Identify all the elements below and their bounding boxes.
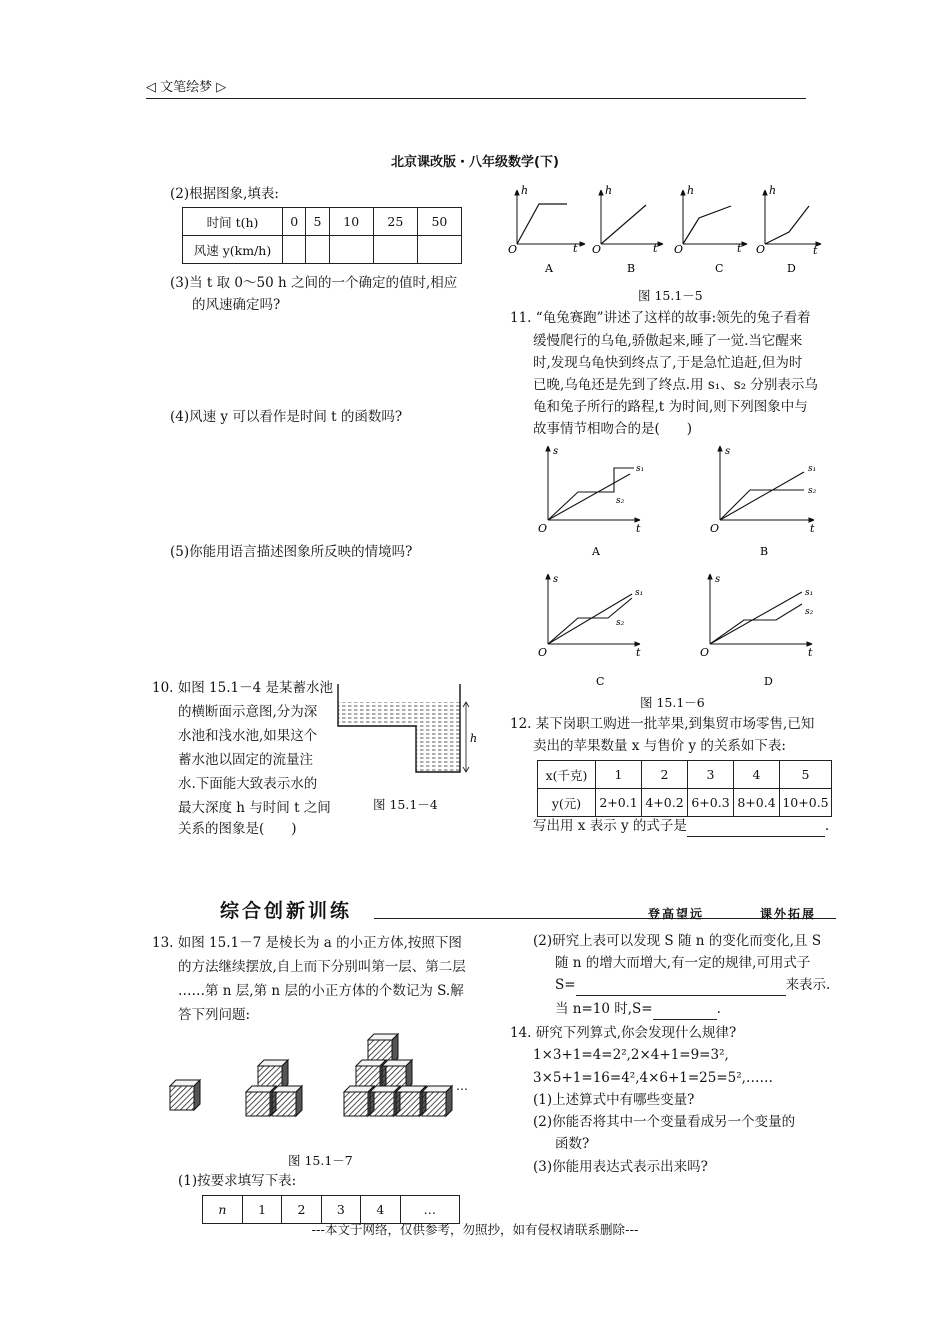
q13-part-2-line-1: (2)研究上表可以发现 S 随 n 的变化而变化,且 S <box>533 933 822 949</box>
section-tag-1: 登高望远 <box>648 907 705 921</box>
table-cell: 4 <box>361 1196 400 1224</box>
table-cell: 5 <box>780 761 832 789</box>
graph-label-a: A <box>592 545 600 558</box>
table-cell: 4 <box>734 761 780 789</box>
q13-line-4: 答下列问题: <box>178 1007 251 1023</box>
origin-label: O <box>756 243 766 256</box>
table-cell: 25 <box>373 208 417 236</box>
axis-s-label: s <box>553 574 559 585</box>
table-cell: 10 <box>329 208 373 236</box>
section-tag-2: 课外拓展 <box>760 907 817 921</box>
apple-table <box>537 760 832 817</box>
fig-15-1-4-caption: 图 15.1－4 <box>373 797 438 812</box>
s2-label: s₂ <box>805 607 814 617</box>
origin-label: O <box>538 522 548 535</box>
axis-t-label: t <box>813 244 818 257</box>
q3-line-1: (3)当 t 取 0～50 h 之间的一个确定的值时,相应 <box>170 275 458 291</box>
q11-line-2: 缓慢爬行的乌龟,骄傲起来,睡了一觉.当它醒来 <box>533 333 803 349</box>
axis-h-label: h <box>605 184 613 197</box>
q12-line-1: 12. 某下岗职工购进一批苹果,到集贸市场零售,已知 <box>510 716 815 732</box>
q14-line-4: (1)上述算式中有哪些变量? <box>533 1092 695 1108</box>
axis-t-label: t <box>636 646 641 659</box>
q10-line-4: 蓄水池以固定的流量注 <box>178 752 313 768</box>
origin-label: O <box>674 243 684 256</box>
page-header <box>146 76 226 95</box>
q11-line-1: 11. “龟兔赛跑”讲述了这样的故事:领先的兔子看着 <box>510 310 811 326</box>
wind-table <box>182 207 462 264</box>
s2-label: s₂ <box>616 496 625 506</box>
q13-line-1: 13. 如图 15.1－7 是棱长为 a 的小正方体,按照下图 <box>152 935 462 951</box>
q12-line-3 <box>533 815 829 837</box>
table-row <box>538 761 832 789</box>
header-rule <box>146 98 806 99</box>
table-cell: 2 <box>282 1196 321 1224</box>
table-cell <box>306 236 329 264</box>
table-cell: 6+0.3 <box>688 789 734 817</box>
graph-label-a: A <box>545 262 553 275</box>
axis-t-label: t <box>808 646 813 659</box>
q10-line-3: 水池和浅水池,如果这个 <box>178 728 318 744</box>
axis-h-label: h <box>687 184 695 197</box>
table-cell: 3 <box>321 1196 360 1224</box>
s1-label: s₁ <box>636 464 645 474</box>
q14-line-1: 14. 研究下列算式,你会发现什么规律? <box>510 1025 737 1041</box>
header-brand: 文笔绘梦 <box>160 80 213 95</box>
answer-blank[interactable] <box>653 1005 717 1020</box>
q10-line-5: 水.下面能大致表示水的 <box>178 776 318 792</box>
page-footer: ---本文于网络，仅供参考，勿照抄，如有侵权请联系删除--- <box>311 1222 639 1237</box>
table-cell: 5 <box>306 208 329 236</box>
q5-text: (5)你能用语言描述图象所反映的情境吗? <box>170 544 413 560</box>
q13-line-2: 的方法继续摆放,自上而下分别叫第一层、第二层 <box>178 959 466 975</box>
q2-text: (2)根据图象,填表: <box>170 186 279 202</box>
page-title: 北京课改版・八年级数学(下) <box>391 155 559 170</box>
graph-label-c: C <box>715 262 724 275</box>
n10-prompt: 当 n=10 时,S= <box>555 1001 653 1017</box>
answer-blank[interactable] <box>687 822 825 837</box>
graph-label-b: B <box>760 545 769 558</box>
reservoir-diagram <box>330 680 480 780</box>
s2-label: s₂ <box>616 618 625 628</box>
s2-label: s₂ <box>808 486 817 496</box>
table-cell <box>283 236 306 264</box>
table-cell: 50 <box>417 208 461 236</box>
table-cell: 1 <box>242 1196 281 1224</box>
axis-s-label: s <box>725 446 731 457</box>
q12-period: . <box>824 818 830 834</box>
graph-6a <box>538 446 644 558</box>
table-cell: … <box>400 1196 459 1224</box>
axis-s-label: s <box>553 446 559 457</box>
graph-label-d: D <box>787 262 796 275</box>
expression-suffix: 来表示. <box>785 977 831 993</box>
q13-part-2-line-4 <box>555 998 721 1020</box>
graph-6b <box>710 446 817 558</box>
axis-h-label: h <box>769 184 777 197</box>
q13-part-1: (1)按要求填写下表: <box>178 1173 297 1189</box>
q10-line-1: 10. 如图 15.1－4 是某蓄水池 <box>152 680 333 696</box>
q14-line-2: 1×3+1=4=2²,2×4+1=9=3², <box>533 1047 729 1063</box>
origin-label: O <box>538 646 548 659</box>
table-cell: 8+0.4 <box>734 789 780 817</box>
table-row <box>538 789 832 817</box>
q14-line-3: 3×5+1=16=4²,4×6+1=25=5²,…… <box>533 1070 773 1086</box>
depth-label: h <box>470 732 478 745</box>
axis-t-label: t <box>810 522 815 535</box>
figure-15-1-6-graphs <box>530 440 830 690</box>
table-cell <box>373 236 417 264</box>
graph-6c <box>538 574 643 688</box>
graph-5a <box>508 184 585 275</box>
table-row <box>183 236 462 264</box>
fig-15-1-5-caption: 图 15.1－5 <box>638 288 703 303</box>
axis-h-label: h <box>521 184 529 197</box>
left-triangle-icon: ◁ <box>146 80 161 95</box>
q11-line-5: 龟和兔子所行的路程,t 为时间,则下列图象中与 <box>533 399 808 415</box>
q13-part-2-line-2: 随 n 的增大而增大,有一定的规律,可用式子 <box>555 955 811 971</box>
origin-label: O <box>592 243 602 256</box>
table-cell: y(元) <box>538 789 596 817</box>
table-cell: 风速 y(km/h) <box>183 236 283 264</box>
fig-15-1-6-caption: 图 15.1－6 <box>640 695 705 710</box>
q4-text: (4)风速 y 可以看作是时间 t 的函数吗? <box>170 409 403 425</box>
table-cell: 0 <box>283 208 306 236</box>
origin-label: O <box>700 646 710 659</box>
table-cell <box>417 236 461 264</box>
graph-label-d: D <box>764 675 773 688</box>
axis-s-label: s <box>715 574 721 585</box>
origin-label: O <box>710 522 720 535</box>
s1-label: s₁ <box>808 464 817 474</box>
table-cell: 时间 t(h) <box>183 208 283 236</box>
table-cell: 10+0.5 <box>780 789 832 817</box>
q13-part-2-line-3 <box>555 974 830 996</box>
axis-t-label: t <box>653 242 658 255</box>
graph-5b <box>592 184 663 275</box>
ellipsis: … <box>456 1079 468 1093</box>
table-cell: x(千克) <box>538 761 596 789</box>
table-cell <box>329 236 373 264</box>
q13-line-3: ……第 n 层,第 n 层的小正方体的个数记为 S.解 <box>178 983 464 999</box>
q11-line-6: 故事情节相吻合的是( ) <box>533 421 693 437</box>
table-cell: 1 <box>596 761 642 789</box>
origin-label: O <box>508 243 518 256</box>
answer-blank[interactable] <box>576 981 786 996</box>
q11-line-4: 已晚,乌龟还是先到了终点.用 s₁、s₂ 分别表示乌 <box>533 377 818 393</box>
q10-line-7: 关系的图象是( ) <box>178 821 297 837</box>
figure-15-1-5-graphs <box>503 180 833 280</box>
q10-line-6: 最大深度 h 与时间 t 之间 <box>178 800 331 816</box>
s1-label: s₁ <box>805 588 814 598</box>
graph-label-b: B <box>627 262 636 275</box>
right-triangle-icon: ▷ <box>212 80 227 95</box>
table-row <box>183 208 462 236</box>
table-cell: 2 <box>642 761 688 789</box>
table-cell: 2+0.1 <box>596 789 642 817</box>
q14-line-7: (3)你能用表达式表示出来吗? <box>533 1159 708 1175</box>
axis-t-label: t <box>573 242 578 255</box>
graph-6d <box>700 574 814 688</box>
q14-line-5: (2)你能否将其中一个变量看成另一个变量的 <box>533 1114 796 1130</box>
q11-line-3: 时,发现乌龟快到终点了,于是急忙追赶,但为时 <box>533 355 803 371</box>
graph-5d <box>756 184 821 275</box>
s1-label: s₁ <box>635 588 644 598</box>
s-equals: S= <box>555 977 576 993</box>
cube-stack-figure <box>160 1030 480 1140</box>
q3-line-2: 的风速确定吗? <box>192 297 281 313</box>
q14-line-6: 函数? <box>555 1136 590 1152</box>
table-cell: 4+0.2 <box>642 789 688 817</box>
graph-5c <box>674 184 747 275</box>
axis-t-label: t <box>636 522 641 535</box>
table-cell: 3 <box>688 761 734 789</box>
table-cell: n <box>203 1196 243 1224</box>
q12-prompt: 写出用 x 表示 y 的式子是 <box>533 818 687 834</box>
q12-line-2: 卖出的苹果数量 x 与售价 y 的关系如下表: <box>533 738 786 754</box>
fig-15-1-7-caption: 图 15.1－7 <box>288 1153 353 1168</box>
n10-period: . <box>716 1001 721 1017</box>
axis-t-label: t <box>737 242 742 255</box>
q10-line-2: 的横断面示意图,分为深 <box>178 704 318 720</box>
graph-label-c: C <box>596 675 605 688</box>
section-title: 综合创新训练 <box>220 900 353 922</box>
